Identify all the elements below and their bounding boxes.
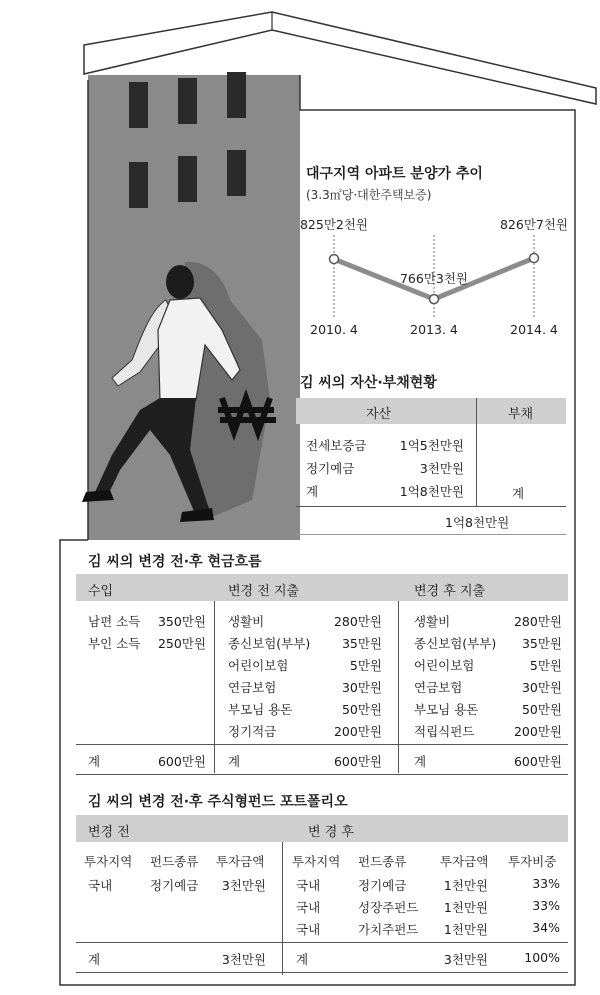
income-label: 남편 소득 [88,614,141,629]
cashflow-total-value: 600만원 [513,754,562,769]
cashflow-col-after: 변경 후 지출 [414,584,486,599]
portfolio-before-total-label: 계 [88,952,101,967]
income-label: 부인 소득 [88,636,141,651]
before-expense-label: 어린이보험 [228,658,289,673]
cashflow-total-label: 계 [228,754,241,769]
portfolio-before-type: 정기예금 [150,878,199,893]
cashflow-header-band [76,574,568,601]
portfolio-after-header: 변 경 후 [308,825,354,840]
after-expense-value: 200만원 [513,724,562,739]
portfolio-after-col: 투자지역 [292,854,341,869]
income-value: 250만원 [157,636,206,651]
portfolio-after-type: 가치주펀드 [358,922,419,937]
before-expense-label: 종신보험(부부) [228,636,311,651]
portfolio-title: 김 씨의 변경 전·후 주식형펀드 포트폴리오 [88,794,348,810]
portfolio-before-header: 변경 전 [88,825,130,840]
after-expense-value: 5만원 [529,658,562,673]
portfolio-after-type: 정기예금 [358,878,407,893]
data-label: 766만3천원 [399,271,469,287]
portfolio-after-region: 국내 [296,922,321,937]
after-expense-label: 종신보험(부부) [414,636,497,651]
portfolio-after-region: 국내 [296,878,321,893]
data-point [330,255,339,264]
assets-col-debt: 부채 [508,407,534,422]
data-label: 825만2천원 [299,217,369,232]
chart-title: 대구지역 아파트 분양가 추이 [306,166,483,182]
before-expense-value: 280만원 [333,614,382,629]
assets-row-value: 1억5천만원 [399,438,464,453]
assets-row-value: 1억8천만원 [399,484,464,499]
assets-grand-total: 1억8천만원 [445,515,510,530]
x-tick-label: 2013. 4 [410,322,458,337]
before-expense-value: 50만원 [341,702,382,717]
portfolio-after-region: 국내 [296,900,321,915]
portfolio-after-total-weight: 100% [524,950,560,965]
data-label: 826만7천원 [499,217,569,232]
portfolio-before-col: 펀드종류 [150,854,199,869]
portfolio-before-amount: 3천만원 [221,878,266,893]
portfolio-after-weight: 34% [532,920,560,935]
debt-total-label: 계 [512,486,525,501]
x-tick-label: 2010. 4 [310,322,358,337]
x-tick-label: 2014. 4 [510,322,558,337]
cashflow-col-income: 수입 [88,584,114,599]
after-expense-label: 생활비 [414,614,451,629]
after-expense-value: 280만원 [513,614,562,629]
after-expense-label: 부모님 용돈 [414,702,479,717]
before-expense-value: 5만원 [349,658,382,673]
portfolio-after-amount: 1천만원 [443,922,488,937]
portfolio-after-amount: 1천만원 [443,900,488,915]
after-expense-label: 연금보험 [414,680,463,695]
portfolio-after-weight: 33% [532,898,560,913]
assets-col-asset: 자산 [366,407,392,422]
before-expense-value: 35만원 [341,636,382,651]
cashflow-total-label: 계 [88,754,101,769]
assets-row-label: 정기예금 [306,461,355,476]
portfolio-before-total-amount: 3천만원 [221,952,266,967]
chart-subtitle: (3.3㎡당·대한주택보증) [306,188,432,202]
assets-row-label: 계 [306,484,319,499]
assets-row-value: 3천만원 [419,461,464,476]
after-expense-value: 50만원 [521,702,562,717]
assets-row-label: 전세보증금 [306,438,367,453]
cashflow-total-value: 600만원 [157,754,206,769]
cashflow-total-label: 계 [414,754,427,769]
data-point [530,254,539,263]
before-expense-label: 연금보험 [228,680,277,695]
after-expense-label: 적립식펀드 [414,724,475,739]
portfolio-before-region: 국내 [88,878,113,893]
portfolio-after-total-label: 계 [296,952,309,967]
portfolio-after-amount: 1천만원 [443,878,488,893]
income-value: 350만원 [157,614,206,629]
cashflow-col-before: 변경 전 지출 [228,584,300,599]
after-expense-value: 30만원 [521,680,562,695]
before-expense-value: 200만원 [333,724,382,739]
price-trend-chart [290,205,580,340]
after-expense-label: 어린이보험 [414,658,475,673]
assets-title: 김 씨의 자산·부채현황 [300,375,437,391]
before-expense-label: 부모님 용돈 [228,702,293,717]
before-expense-label: 생활비 [228,614,265,629]
before-expense-label: 정기적금 [228,724,277,739]
portfolio-after-col: 투자비중 [508,854,557,869]
portfolio-after-weight: 33% [532,876,560,891]
portfolio-before-col: 투자금액 [216,854,265,869]
before-expense-value: 30만원 [341,680,382,695]
cashflow-title: 김 씨의 변경 전·후 현금흐름 [88,554,262,570]
cashflow-total-value: 600만원 [333,754,382,769]
portfolio-before-col: 투자지역 [84,854,133,869]
portfolio-after-col: 투자금액 [440,854,489,869]
after-expense-value: 35만원 [521,636,562,651]
portfolio-after-total-amount: 3천만원 [443,952,488,967]
portfolio-after-type: 성장주펀드 [358,900,419,915]
portfolio-after-col: 펀드종류 [358,854,407,869]
data-point [430,295,439,304]
